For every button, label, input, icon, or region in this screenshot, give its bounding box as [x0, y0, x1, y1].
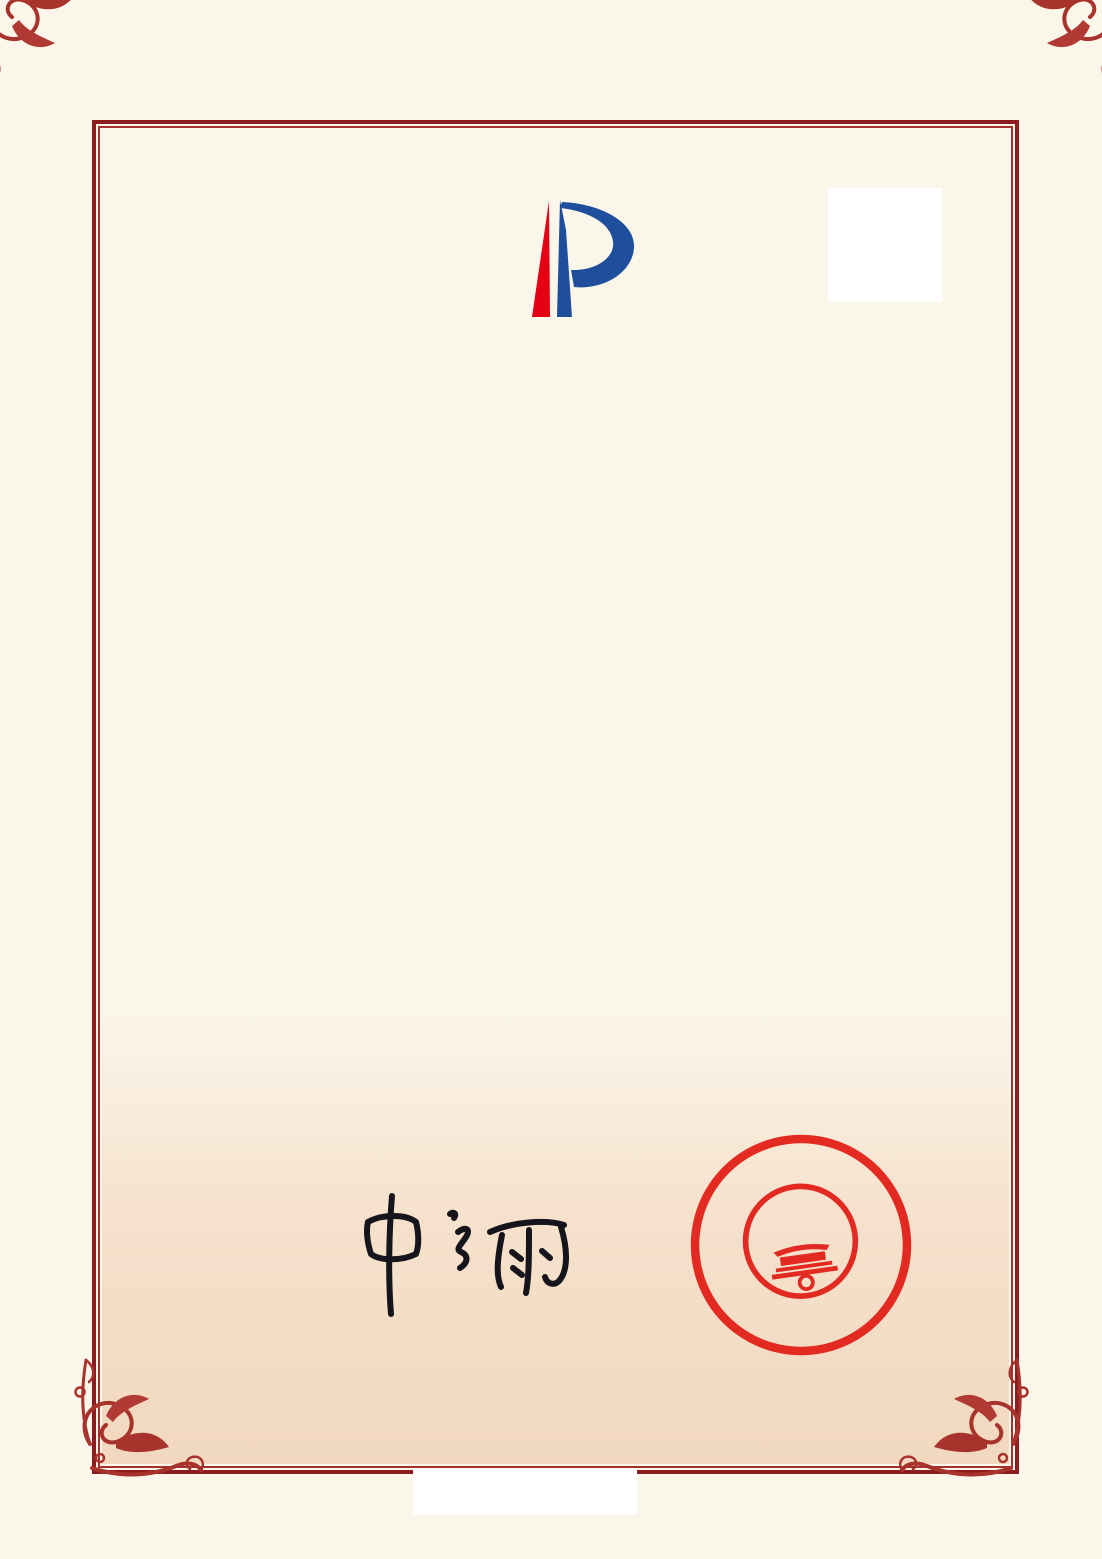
national-emblem: [738, 1179, 862, 1303]
qr-code: [828, 188, 942, 302]
legal-text: [150, 926, 968, 939]
cnipa-logo: [462, 190, 648, 322]
field-row-patentee: [155, 796, 305, 826]
field-row-filing-date: [155, 711, 305, 741]
continuation-note: [413, 1469, 637, 1514]
top-left-corner-flourish: [0, 0, 114, 84]
field-row-patent-number: [155, 628, 305, 658]
barcode: [158, 1140, 488, 1165]
field-row-invention-name: [155, 458, 305, 488]
field-row-inventors: [155, 543, 305, 573]
official-seal: [662, 1106, 940, 1384]
field-row-address: [155, 874, 305, 904]
top-right-corner-flourish: [988, 0, 1102, 84]
commissioner-signature: [330, 1180, 585, 1330]
